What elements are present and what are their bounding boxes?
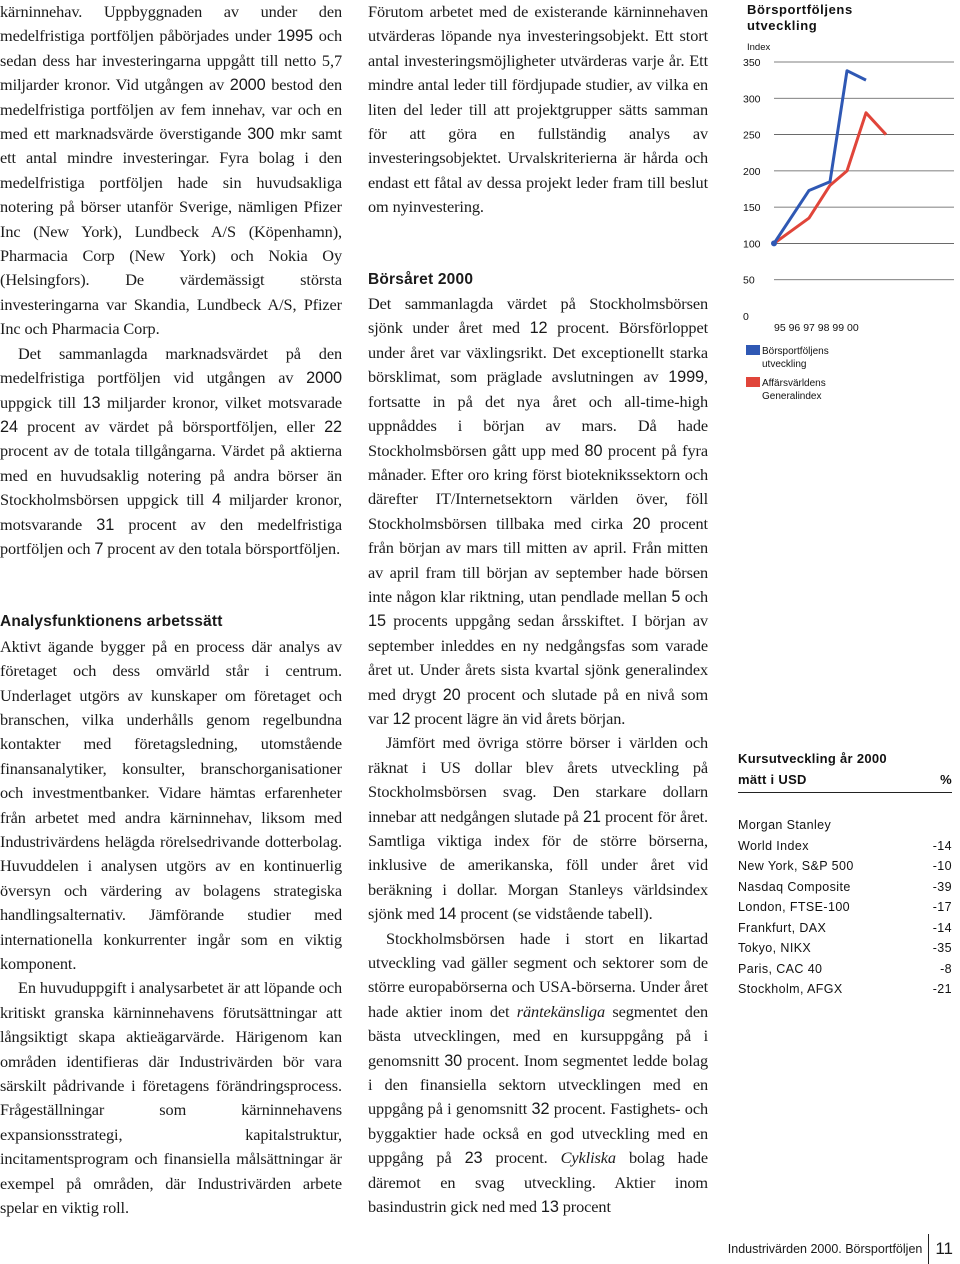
chart-xtick-labels: 95 96 97 98 99 00 xyxy=(774,322,859,334)
figure: 4 xyxy=(212,491,222,510)
figure: 15 xyxy=(368,612,386,631)
legend-label-portfolio-1: Börsportföljens xyxy=(762,346,829,357)
figure: 7 xyxy=(94,539,104,558)
figure: 80 xyxy=(584,441,603,460)
index-change: -35 xyxy=(932,941,952,955)
figure: 13 xyxy=(540,1198,559,1217)
index-change: -8 xyxy=(940,961,952,976)
index-change: -39 xyxy=(932,879,952,894)
figure: 12 xyxy=(529,319,548,338)
figure: 2000 xyxy=(229,76,266,95)
chart-title-line1: Börsportföljens xyxy=(747,2,853,17)
y-tick-label: 100 xyxy=(743,238,761,251)
figure: 14 xyxy=(438,905,457,924)
y-tick-label: 250 xyxy=(743,129,761,142)
legend-swatch-generalindex xyxy=(746,377,760,387)
index-change: -14 xyxy=(932,920,952,935)
page-footer xyxy=(728,1234,960,1264)
index-name: Stockholm, AFGX xyxy=(738,982,843,996)
index-change: -21 xyxy=(932,982,952,996)
table-row xyxy=(738,918,952,939)
paragraph: Det sammanlagda marknadsvärdet på den medelfristiga portföljen vid utgången av 2000 uppgick till 13 miljarder kronor, vilket motsvarade 24 procent av värdet på börsportföljen, eller 22 procent av de totala tillgångarna. Värdet på aktierna med en huvudsaklig notering på andra börser än Stockholmsbörsen uppgick till 4 miljarder kronor, motsvarande 31 procent av den medelfristiga portföljen och 7 procent av den totala börsportföljen. xyxy=(0,343,342,558)
paragraph: Förutom arbetet med de existerande kärninnehaven utvärderas löpande nya investeringsobjekt. Ett stort antal investeringsmöjligheter utvärderas varje år. Ett mindre antal leder till fördjupade studier, av vilka en liten del leder till att projektgrupper sätts samman för att göra en fullständig analys av investeringsobjektet. Urvalskriterierna är hårda och endast ett fåtal av dessa projekt leder fram till beslut om nyinvestering. xyxy=(368,2,708,217)
y-tick-label: 200 xyxy=(743,165,761,178)
y-tick-label: 0 xyxy=(743,311,749,323)
table-row xyxy=(738,815,952,836)
y-tick-label: 150 xyxy=(743,202,761,215)
figure: 12 xyxy=(392,709,411,728)
chart-title-line2: utveckling xyxy=(747,18,818,33)
paragraph: Aktivt ägande bygger på en process där analys av företaget och dess omvärld står i centrum. Underlaget utgörs av kunskaper om företaget och branschen, vilka underhålls genom regelbundna kontakter med företagsledning, utomstående finansanalytiker, konsulter, branschorganisationer och investmentbanker. Vidare hämtas erfarenheter från arbetet med andra kärninnehav, liksom med Industrivärdens helägda rörelsedrivande dotterbolag. Huvuddelen i analysen utgörs av en kontinuerlig översyn och värdering av bolagens strategiska handlingsalternativ. Jämförande studier med internationella konkurrenter ingår som en viktig komponent. xyxy=(0,636,342,974)
legend-swatch-portfolio xyxy=(746,345,760,355)
table-row xyxy=(738,856,952,877)
footer-text: Industrivärden 2000. Börsportföljen xyxy=(727,1242,923,1256)
index-name: Paris, CAC 40 xyxy=(738,961,823,976)
table-unit: % xyxy=(940,771,952,787)
figure: 22 xyxy=(324,417,342,436)
portfolio-index-chart xyxy=(736,0,958,410)
emphasis: räntekänsliga xyxy=(516,1001,606,1021)
table-row xyxy=(738,938,952,959)
legend-label-generalindex-2: Generalindex xyxy=(762,391,822,402)
table-row xyxy=(738,877,952,898)
price-development-table xyxy=(738,749,952,1000)
figure: 1999 xyxy=(668,368,705,387)
figure: 20 xyxy=(442,685,461,704)
section-heading: Börsåret 2000 xyxy=(368,270,474,288)
index-name: Tokyo, NIKX xyxy=(738,941,812,955)
section-heading: Analysfunktionens arbetssätt xyxy=(0,613,223,631)
index-name: Nasdaq Composite xyxy=(738,879,851,894)
figure: 24 xyxy=(0,417,18,436)
index-name: New York, S&P 500 xyxy=(738,859,854,873)
table-body xyxy=(738,815,952,1000)
figure: 20 xyxy=(632,514,651,533)
legend-label-generalindex-1: Affärsvärldens xyxy=(762,378,826,389)
text-column-left xyxy=(0,0,342,1221)
page-number: 11 xyxy=(928,1234,960,1264)
paragraph: Det sammanlagda värdet på Stockholmsbörsen sjönk under året med 12 procent. Börsförloppet under året var växlingsrikt. Det exceptionellt starka börsklimat, som präglade avslutningen av 1999, fortsatte in på det nya året och all-time-high uppnåddes i början av mars. Då hade Stockholmsbörsen gått upp med 80 procent på fyra månader. Efter oro kring först bioteknikssektorn och därefter IT/Internetsektorn världen över, föll Stockholmsbörsen tillbaka med cirka 20 procent från början av mars till mitten av april. Från mitten av april fram till början av september hade börsen inte någon klar riktning, utan pendlade mellan 5 och 15 procents uppgång sedan årsskiftet. I början av september inleddes en ny nedgångsfas som varade året ut. Under årets sista kvartal sjönk generalindex med drygt 20 procent och slutade på en nivå som var 12 procent lägre än vid årets början. xyxy=(368,294,709,728)
figure: 21 xyxy=(582,807,601,826)
y-tick-label: 350 xyxy=(743,57,761,69)
index-change: -14 xyxy=(932,838,952,853)
table-row xyxy=(738,979,952,1000)
table-header xyxy=(738,749,952,793)
index-name: Morgan Stanley xyxy=(738,818,832,832)
index-change: -10 xyxy=(932,859,952,873)
paragraph: En huvuduppgift i analysarbetet är att löpande och kritiskt granska kärninnehavens förutsättningar att långsiktigt skapa aktieägarvärde. Härigenom kan områden identifieras där Industrivärden bör vara särskilt pådrivande i företagens förändringsprocess. Frågeställningar som kärninnehavens expansionsstrategi, kapitalstruktur, incitamentsprogram och finansiella målsättningar är exempel på områden, där Industrivärden arbete spelar en viktig roll. xyxy=(0,978,342,1218)
figure: 2000 xyxy=(306,369,342,388)
y-tick-label: 50 xyxy=(743,274,755,287)
series-start-point xyxy=(771,240,777,246)
index-name: World Index xyxy=(738,838,809,853)
figure: 300 xyxy=(247,125,275,144)
index-name: Frankfurt, DAX xyxy=(738,920,827,935)
paragraph: Stockholmsbörsen hade i stort en likartad utveckling vad gäller segment och sektorer som de större europabörserna och USA-börserna. Under året hade aktier inom det räntekänsliga segmentet den bästa utvecklingen, med en kursuppgång på i genomsnitt 30 procent. Inom segmentet ledde bolag i den finansiella sektorn utvecklingen med en uppgång på i genomsnitt 32 procent. Fastighets- och byggaktier hade också en god utveckling med en uppgång på 23 procent. Cykliska bolag hade däremot en svag utveckling. Aktier inom basindustrin gick ned med 13 procent xyxy=(368,928,709,1217)
table-row xyxy=(738,836,952,857)
index-change: -17 xyxy=(932,900,952,914)
emphasis: Cykliska xyxy=(560,1148,616,1168)
figure: 30 xyxy=(444,1051,463,1070)
legend-label-portfolio-2: utveckling xyxy=(762,359,807,370)
figure: 23 xyxy=(464,1149,483,1168)
y-tick-label: 300 xyxy=(743,93,761,106)
figure: 13 xyxy=(82,393,101,412)
figure: 32 xyxy=(531,1100,550,1119)
text-column-middle xyxy=(368,0,708,1220)
table-title: Kursutveckling år 2000 xyxy=(738,751,887,766)
table-row xyxy=(738,959,952,980)
index-name: London, FTSE-100 xyxy=(738,900,851,914)
paragraph: Jämfört med övriga större börser i världen och räknat i US dollar blev årets utveckling på Stockholmsbörsen svag. Den starkare dollarn innebar att nedgången slutade på 21 procent för året. Samtliga viktiga index för de större börserna, inklusive de amerikanska, föll under året vid beräkning i dollar. Morgan Stanleys världsindex sjönk med 14 procent (se vidstående tabell). xyxy=(368,733,709,924)
figure: 1995 xyxy=(277,27,313,46)
table-subtitle: mätt i USD xyxy=(738,771,807,787)
table-row xyxy=(738,897,952,918)
paragraph: kärninnehav. Uppbyggnaden av under den medelfristiga portföljen påbörjades under 1995 och sedan dess har investeringarna uppgått till netto 5,7 miljarder kronor. Vid utgången av 2000 bestod den medelfristiga portföljen av fem innehav, var och en med ett marknadsvärde överstigande 300 mkr samt ett antal mindre investeringar. Fyra bolag i den medelfristiga portföljen hade sin huvudsakliga notering på börser utanför Sverige, nämligen Pfizer Inc (New York), Lundbeck A/S (Köpenhamn), Pharmacia Corp (New York) och Nokia Oy (Helsingfors). De värdemässigt största investeringarna var Skandia, Lundbeck A/S, Pfizer Inc och Pharmacia Corp. xyxy=(0,2,343,339)
chart-ylabel: Index xyxy=(747,42,771,53)
figure: 5 xyxy=(671,587,681,606)
figure: 31 xyxy=(96,515,115,534)
